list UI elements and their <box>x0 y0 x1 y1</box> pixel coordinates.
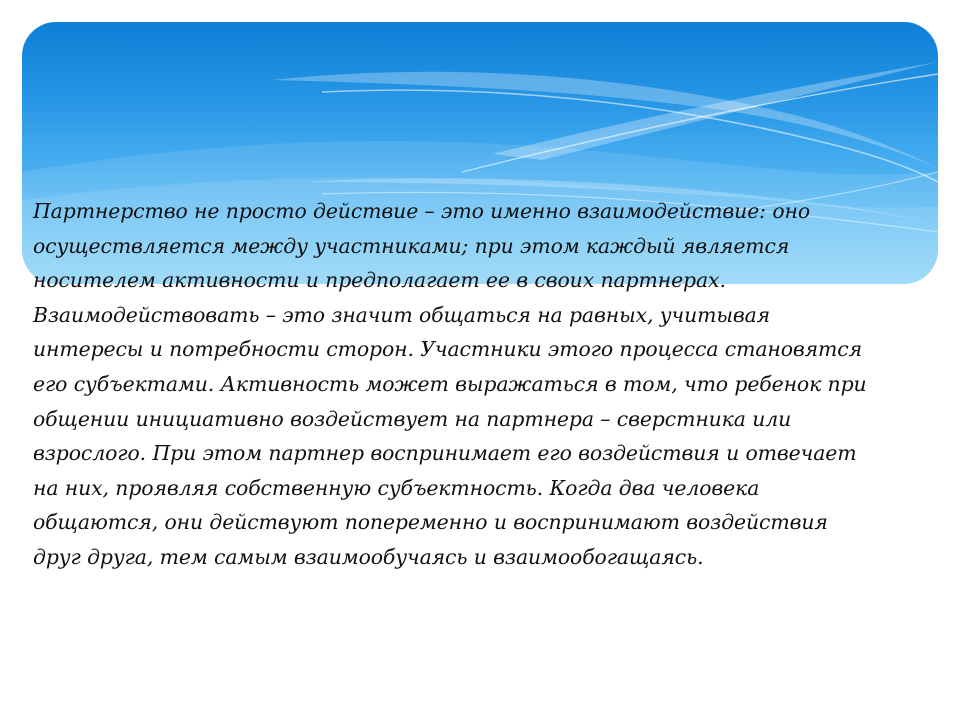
body-line: друг друга, тем самым взаимообучаясь и взаимообогащаясь. <box>33 544 704 569</box>
body-line: его субъектами. Активность может выражаться в том, что ребенок при <box>33 371 867 396</box>
body-line: Взаимодействовать – это значит общаться на равных, учитывая <box>33 302 771 327</box>
body-line: на них, проявляя собственную субъектность. Когда два человека <box>33 475 760 500</box>
body-line: носителем активности и предполагает ее в своих партнерах. <box>33 268 726 293</box>
body-paragraph <box>33 194 938 575</box>
body-line: Партнерство не просто действие – это именно взаимодействие: оно <box>33 199 810 223</box>
body-line: общаются, они действуют попеременно и воспринимают воздействия <box>33 510 828 535</box>
body-line: осуществляется между участниками; при этом каждый является <box>33 233 790 258</box>
body-line: взрослого. При этом партнер воспринимает его воздействия и отвечает <box>33 441 857 466</box>
body-line: интересы и потребности сторон. Участники этого процесса становятся <box>33 337 863 362</box>
body-line: общении инициативно воздействует на партнера – сверстника или <box>33 406 792 431</box>
